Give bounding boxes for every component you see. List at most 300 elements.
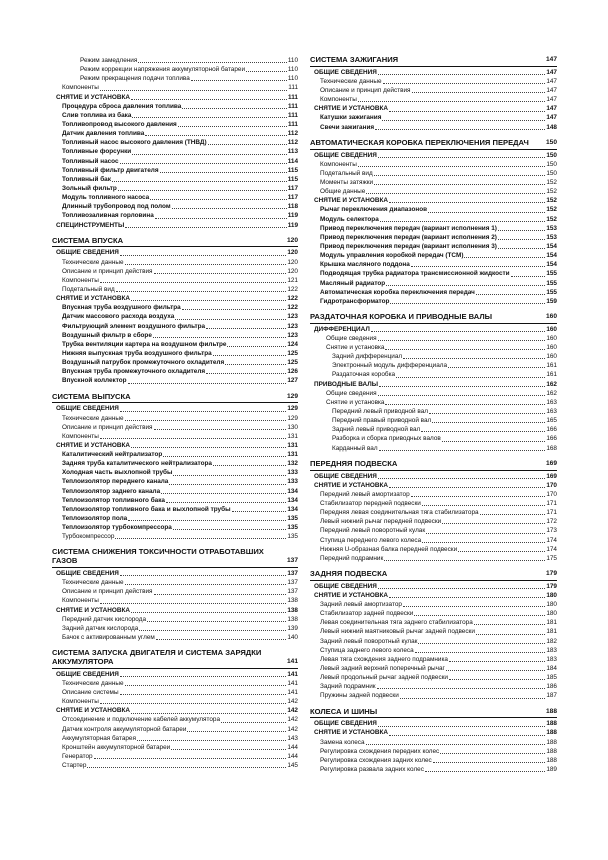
toc-entry [310,334,557,343]
entry-title: Левый задний верхний поперечный рычаг [320,664,445,672]
section-heading [52,404,298,413]
section-heading [52,294,298,303]
page-number: 150 [546,169,557,177]
dot-leader [150,199,286,200]
entry-title: ДИФФЕРЕНЦИАЛ [314,325,370,333]
page-number: 160 [546,325,557,333]
page-number: 113 [287,148,298,156]
entry-title: Привод переключения передач (вариант исполнения 1) [320,224,497,232]
page-number: 133 [287,478,298,486]
toc-entry [310,215,557,224]
page-number: 150 [546,160,557,168]
entry-title: Рычаг переключения диапазонов [320,206,428,214]
toc-entry [310,673,557,682]
page-number: 166 [546,426,557,434]
page-number: 165 [546,417,557,425]
chapter-heading [52,548,298,568]
dot-leader [375,129,545,130]
entry-title: Турбокомпрессор [62,533,115,541]
page-number: 134 [287,505,298,513]
dot-leader [433,762,546,763]
dot-leader [154,594,287,595]
page-number: 160 [546,353,557,361]
entry-title: ОБЩИЕ СВЕДЕНИЯ [314,582,377,590]
page-number: 188 [546,720,557,728]
dot-leader [156,639,287,640]
entry-title: Компоненты [62,597,99,605]
entry-title: Каталитический нейтрализатор [62,451,163,459]
dot-leader [421,431,545,432]
toc-entry [310,370,557,379]
page-number: 152 [546,178,557,186]
entry-title: Холодная часть выхлопной трубы [62,469,173,477]
dot-leader [389,202,545,203]
entry-title: Задняя труба каталитического нейтрализатора [62,460,212,468]
entry-title: Описание системы [62,689,119,697]
toc-entry [52,157,298,166]
entry-title: СИСТЕМА ЗАПУСКА ДВИГАТЕЛЯ И СИСТЕМА ЗАРЯДКИ АККУМУЛЯТОРА [52,648,262,666]
page-number: 111 [288,84,298,92]
toc-entry [52,129,298,138]
page-number: 123 [287,331,298,339]
page-number: 160 [546,344,557,352]
entry-title: ПРИВОДНЫЕ ВАЛЫ [314,380,378,388]
page-number: 123 [287,322,298,330]
toc-entry [52,322,298,331]
page-number: 174 [546,536,557,544]
dot-leader [160,172,287,173]
section-heading [310,380,557,389]
page-number: 135 [287,524,298,532]
toc-entry [52,267,298,276]
dot-leader [458,551,545,552]
toc-entry [310,627,557,636]
dot-leader [403,358,545,359]
page-number: 185 [546,674,557,682]
dot-leader [191,80,287,81]
dot-leader [422,542,545,543]
entry-title: Общие данные [320,188,366,196]
toc-entry [310,682,557,691]
page-number: 122 [287,286,298,294]
dot-leader [377,688,546,689]
page-number: 171 [546,499,557,507]
dot-leader [389,597,545,598]
toc-entry [52,83,298,92]
page-number: 122 [287,295,298,303]
toc-entry [310,95,557,104]
dot-leader [371,331,546,332]
toc-entry [52,120,298,129]
page-number: 188 [546,729,557,737]
dot-leader [480,514,546,515]
dot-leader [128,520,286,521]
toc-entry [52,202,298,211]
entry-title: Левый нижний рычаг передней подвески [320,518,442,526]
dot-leader [125,420,287,421]
dot-leader [125,264,287,265]
section-heading [52,706,298,715]
toc-entry [310,123,557,132]
page-number: 142 [287,716,298,724]
page-number: 141 [287,679,298,687]
page-number: 142 [287,725,298,733]
entry-title: Свечи зажигания [320,123,375,131]
entry-title: Передний датчик кислорода [62,615,146,623]
entry-title: ОБЩИЕ СВЕДЕНИЯ [56,249,119,257]
page-number: 148 [546,123,557,131]
chapter-heading [310,708,557,719]
dot-leader [390,303,545,304]
entry-title: Компоненты [62,276,99,284]
page-number: 188 [546,747,557,755]
entry-title: Привод переключения передач (вариант исполнения 3) [320,242,497,250]
dot-leader [116,291,287,292]
page-number: 110 [287,66,298,74]
entry-title: Топливный фильтр двигателя [62,166,159,174]
entry-title: ОБЩИЕ СВЕДЕНИЯ [314,68,377,76]
entry-title: ОБЩИЕ СВЕДЕНИЯ [314,720,377,728]
entry-title: АВТОМАТИЧЕСКАЯ КОРОБКА ПЕРЕКЛЮЧЕНИЯ ПЕРЕДАЧ [310,137,529,147]
dot-leader [155,218,287,219]
entry-title: Слив топлива из бака [62,111,132,119]
page-number: 141 [287,670,298,678]
dot-leader [389,735,545,736]
dot-leader [400,698,546,699]
page-number: 147 [546,77,557,85]
entry-title: Технические данные [62,414,124,422]
dot-leader [498,230,545,231]
dot-leader [182,108,287,109]
toc-entry [310,242,557,251]
page-number: 147 [545,56,557,63]
entry-title: Описание и принцип действия [62,588,153,596]
dot-leader [385,349,545,350]
entry-title: Подетальный вид [62,286,115,294]
page-number: 160 [545,312,557,320]
entry-title: Передняя левая соединительная тяга стабилизатора [320,509,479,517]
entry-title: Бачок с активированным углем [62,634,155,642]
entry-title: Впускная труба промежуточного охладителя [62,368,206,376]
entry-title: СНЯТИЕ И УСТАНОВКА [314,197,388,205]
entry-title: Теплоизолятор заднего канала [62,487,161,495]
page-number: 147 [546,105,557,113]
dot-leader [246,71,287,72]
dot-leader [154,429,287,430]
dot-leader [118,190,287,191]
entry-title: Левая соединительная тяга заднего стабилизатора [320,619,473,627]
dot-leader [173,475,286,476]
toc-entry [52,312,298,321]
toc-entry [52,679,298,688]
page-number: 188 [546,738,557,746]
toc-entry [52,56,298,65]
page-number: 152 [546,197,557,205]
entry-title: Стабилизатор задней подвески [320,610,414,618]
dot-leader [131,300,286,301]
section-heading [310,325,557,334]
toc-entry [52,193,298,202]
chapter-heading [52,393,298,404]
toc-entry [52,349,298,358]
dot-leader [115,538,286,539]
dot-leader [448,367,545,368]
entry-title: Передний подрамник [320,554,384,562]
chapter-heading [310,313,557,324]
page-number: 111 [288,120,298,128]
toc-entry [310,297,557,306]
entry-title: Технические данные [62,258,124,266]
toc-entry [310,224,557,233]
dot-leader [94,758,287,759]
section-heading [52,93,298,102]
page-number: 160 [546,334,557,342]
toc-entry [310,398,557,407]
entry-title: СИСТЕМА ЗАЖИГАНИЯ [310,55,399,64]
dot-leader [411,266,546,267]
toc-entry [310,86,557,95]
page-number: 138 [287,606,298,614]
toc-entry [310,655,557,664]
dot-leader [161,493,286,494]
toc-entry [310,434,557,443]
toc-entry [310,646,557,655]
entry-title: Процедура сброса давления топлива [62,102,182,110]
dot-leader [213,355,287,356]
entry-title: СИСТЕМА СНИЖЕНИЯ ТОКСИЧНОСТИ ОТРАБОТАВШИХ ГАЗОВ [52,547,264,566]
entry-title: Задний дифференциал [332,353,403,361]
entry-title: Электронный модуль дифференциала [332,362,448,370]
toc-entry [52,752,298,761]
entry-title: Режим замедления [80,56,138,64]
section-heading [52,670,298,679]
dot-leader [379,386,545,387]
entry-title: Компоненты [320,96,357,104]
toc-entry [52,184,298,193]
page-number: 119 [287,221,298,229]
page-number: 153 [546,233,557,241]
page-number: 181 [546,619,557,627]
entry-title: Аккумуляторная батарея [62,734,136,742]
entry-title: Регулировка схождения передних колес [320,747,440,755]
entry-title: Левый продольный рычаг задней подвески [320,674,448,682]
page-number: 180 [546,591,557,599]
page-number: 162 [546,380,557,388]
dot-leader [100,282,287,283]
entry-title: Передний левый поворотный кулак [320,527,426,535]
toc-entry [52,276,298,285]
dot-leader [131,447,286,448]
page-number: 174 [546,545,557,553]
page-number: 133 [287,469,298,477]
dot-leader [418,643,545,644]
dot-leader [120,411,287,412]
entry-title: Впускная труба воздушного фильтра [62,304,181,312]
page-number: 139 [287,624,298,632]
dot-leader [100,603,287,604]
dot-leader [498,239,545,240]
toc-entry [310,425,557,434]
entry-title: СНЯТИЕ И УСТАНОВКА [314,105,388,113]
dot-leader [425,771,545,772]
toc-entry [52,65,298,74]
section-heading [310,104,557,113]
section-heading [52,441,298,450]
entry-title: СНЯТИЕ И УСТАНОВКА [314,729,388,737]
toc-entry [52,743,298,752]
page-number: 166 [546,435,557,443]
dot-leader [378,157,546,158]
entry-title: Датчик давления топлива [62,130,145,138]
toc-entry [52,175,298,184]
entry-title: Привод переключения передач (вариант исполнения 2) [320,233,497,241]
entry-title: Передний левый приводной вал [332,408,428,416]
page-number: 162 [546,389,557,397]
entry-title: Стабилизатор передней подвески [320,499,421,507]
toc-entry [52,102,298,111]
page-number: 114 [287,157,298,165]
page-number: 169 [545,459,557,467]
dot-leader [132,117,287,118]
entry-title: Датчик массового расхода воздуха [62,313,175,321]
dot-leader [154,273,287,274]
toc-entry [52,358,298,367]
section-heading [310,582,557,591]
toc-entry [310,233,557,242]
page-number: 142 [287,707,298,715]
dot-leader [178,126,287,127]
page-number: 183 [546,655,557,663]
dot-leader [428,212,545,213]
toc-entry [52,432,298,441]
toc-entry [310,618,557,627]
toc-entry [52,166,298,175]
page-number: 155 [546,288,557,296]
toc-entry [310,178,557,187]
dot-leader [374,175,546,176]
page-number: 143 [287,734,298,742]
toc-entry [310,600,557,609]
entry-title: Топливные форсунки [62,148,132,156]
page-number: 181 [546,628,557,636]
entry-title: Зольный фильтр [62,184,117,192]
page-number: 138 [287,615,298,623]
page-number: 123 [287,313,298,321]
entry-title: Общие сведения [326,334,377,342]
dot-leader [382,120,545,121]
entry-title: Подетальный вид [320,169,373,177]
page-number: 115 [287,166,298,174]
dot-leader [128,383,287,384]
toc-entry [310,526,557,535]
entry-title: Топливозаливная горловина [62,212,154,220]
chapter-heading [310,570,557,581]
toc-entry [310,609,557,618]
page-number: 112 [287,139,298,147]
page-number: 135 [287,515,298,523]
entry-title: Левый нижний маятниковый рычаг задней подвески [320,628,475,636]
entry-title: Технические данные [320,77,382,85]
dot-leader [137,740,286,741]
page-number: 186 [546,683,557,691]
entry-title: Нижняя выпускная труба воздушного фильтра [62,350,212,357]
page-number: 115 [287,175,298,183]
toc-entry [52,111,298,120]
entry-title: Крышка масляного поддона [320,261,410,269]
section-heading [310,151,557,160]
entry-title: Подводящая трубка радиатора трансмиссионной жидкости [320,270,510,278]
entry-title: СИСТЕМА ВПУСКА [52,235,124,245]
section-heading [310,719,557,728]
toc-entry [310,444,557,453]
entry-title: Компоненты [320,160,357,168]
page-number: 163 [546,408,557,416]
toc-entry [52,367,298,376]
dot-leader [138,62,286,63]
toc-entry [310,517,557,526]
dot-leader [440,753,545,754]
entry-title: Топливный насос [62,157,119,165]
dot-leader [476,634,545,635]
page-number: 137 [287,570,298,578]
page-number: 175 [546,554,557,562]
page-number: 137 [286,557,298,565]
page-number: 144 [287,743,298,751]
toc-entry [310,77,557,86]
toc-entry [52,578,298,587]
chapter-heading [310,56,557,67]
page-number: 154 [546,252,557,260]
entry-title: Регулировка развала задних колес [320,766,424,774]
page-number: 130 [287,423,298,431]
page-number: 129 [286,392,298,400]
entry-title: СНЯТИЕ И УСТАНОВКА [56,441,130,449]
page-number: 155 [546,270,557,278]
dot-leader [378,340,546,341]
entry-title: Модуль управления коробкой передач (TCM) [320,252,464,260]
dot-leader [415,652,546,653]
toc-entry [52,468,298,477]
dot-leader [380,221,546,222]
toc-entry [310,536,557,545]
chapter-heading [52,649,298,669]
toc-entry [310,205,557,214]
entry-title: Топливный бак [62,175,111,183]
toc-entry [52,505,298,514]
entry-title: Снятие и установка [326,344,385,352]
toc-entry [52,211,298,220]
page-number: 131 [287,451,298,459]
toc-entry [52,423,298,432]
page-number: 141 [286,658,298,665]
entry-title: Воздушный фильтр в сборе [62,331,152,339]
dot-leader [120,676,287,677]
toc-entry [310,389,557,398]
page-number: 131 [287,441,298,449]
page-number: 170 [546,490,557,498]
page-number: 125 [287,350,298,357]
page-number: 120 [287,258,298,266]
toc-entry [310,352,557,361]
toc-entry [310,269,557,278]
page-number: 153 [546,224,557,232]
page-number: 152 [546,188,557,196]
toc-entry [52,147,298,156]
dot-leader [474,624,546,625]
entry-title: Задний датчик кислорода [62,624,139,632]
toc-right-column [310,56,557,774]
toc-entry [52,376,298,385]
